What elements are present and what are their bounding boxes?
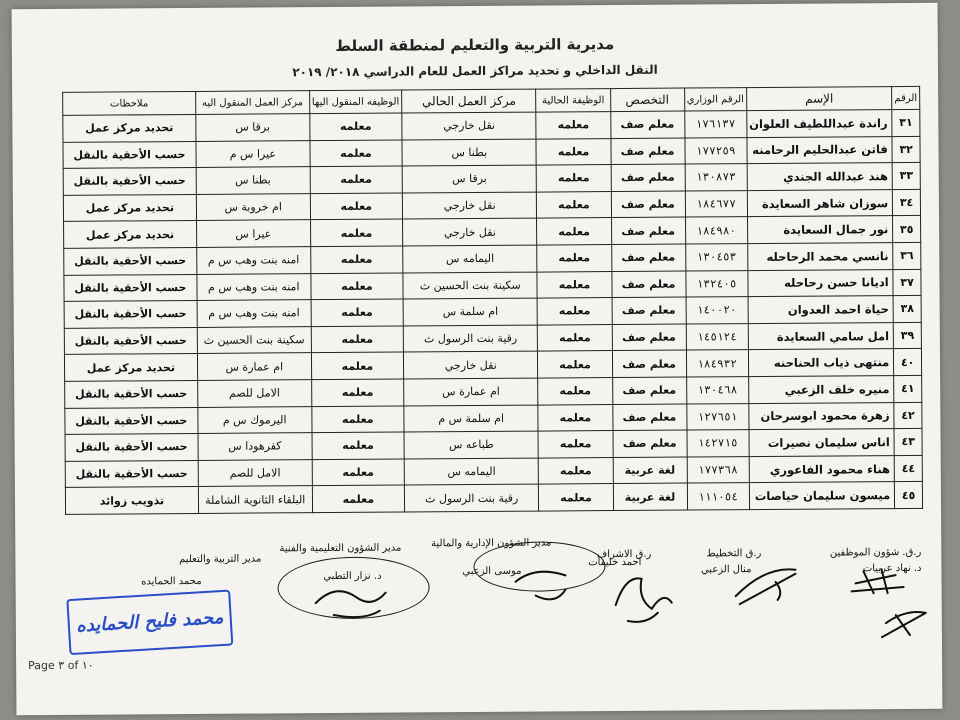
name-planning: منال الزعبي — [700, 564, 752, 576]
signature-mark-3 — [735, 569, 795, 604]
cell-current-job: معلمه — [538, 298, 612, 325]
cell-ministry-number: ١٤٥١٢٤ — [686, 323, 748, 350]
cell-new-job: معلمه — [310, 166, 403, 193]
col-header-new-work-center: مركز العمل المنقول اليه — [195, 91, 309, 115]
cell-current-job: معلمه — [537, 191, 611, 218]
cell-name: اناس سليمان نصيرات — [749, 429, 895, 457]
cell-current-work-center: رقية بنت الرسول ث — [404, 484, 539, 512]
cell-new-work-center: بطنا س — [196, 167, 310, 194]
cell-name: حياة احمد العدوان — [748, 296, 894, 324]
cell-new-work-center: عيرا س — [196, 220, 310, 247]
cell-number: ٤٤ — [894, 455, 922, 482]
cell-notes: تذويب زوائد — [65, 487, 198, 515]
cell-new-work-center: كفرهودا س — [198, 433, 312, 460]
cell-current-work-center: ام سلمة س — [403, 298, 538, 326]
cell-notes: حسب الأحقية بالنقل — [65, 434, 198, 462]
cell-number: ٣٣ — [892, 163, 920, 190]
cell-current-work-center: برقا س — [402, 165, 537, 193]
cell-current-job: معلمه — [538, 324, 612, 351]
cell-current-work-center: بطنا س — [402, 139, 537, 167]
col-header-current-work-center: مركز العمل الحالي — [402, 89, 537, 113]
cell-current-work-center: سكينة بنت الحسين ث — [403, 272, 538, 300]
cell-new-work-center: برقا س — [196, 114, 310, 141]
signature-mark-2 — [882, 612, 926, 637]
cell-specialty: معلم صف — [611, 217, 685, 244]
cell-new-job: معلمه — [310, 140, 403, 167]
cell-notes: حسب الأحقية بالنقل — [64, 327, 197, 355]
cell-new-work-center: ام خروبة س — [196, 193, 310, 220]
cell-specialty: معلم صف — [612, 377, 686, 404]
cell-ministry-number: ١٨٤٩٨٠ — [685, 217, 747, 244]
cell-name: هند عبدالله الجندي — [747, 163, 893, 191]
cell-new-work-center: عيرا س م — [196, 140, 310, 167]
cell-notes: حسب الأحقية بالنقل — [63, 141, 196, 169]
cell-name: نور جمال السعايدة — [747, 216, 893, 244]
role-hr: ر.ق. شؤون الموظفين — [829, 546, 922, 559]
official-stamp: محمد فليح الحمايده — [66, 589, 233, 655]
cell-new-work-center: ام عمارة س — [197, 353, 311, 380]
document-sheet — [12, 3, 943, 715]
cell-ministry-number: ١٨٤٩٣٢ — [686, 350, 748, 377]
cell-ministry-number: ١٢٧٦٥١ — [686, 403, 748, 430]
cell-current-work-center: نقل خارجي — [402, 112, 537, 140]
cell-name: فاتن عبدالحليم الرحامنه — [747, 136, 893, 164]
cell-specialty: معلم صف — [611, 191, 685, 218]
page-number: Page ٣ of ١٠ — [28, 658, 94, 673]
cell-current-job: معلمه — [537, 165, 611, 192]
role-planning: ر.ق التخطيط — [706, 548, 762, 560]
cell-new-job: معلمه — [310, 219, 403, 246]
role-supervision: ر.ق الاشراف — [596, 548, 652, 561]
cell-name: هناء محمود الفاعوري — [749, 455, 895, 483]
cell-new-job: معلمه — [310, 246, 403, 273]
cell-new-work-center: الامل للصم — [198, 459, 312, 486]
cell-new-job: معلمه — [311, 379, 404, 406]
cell-specialty: معلم صف — [611, 164, 685, 191]
cell-current-work-center: نقل خارجي — [404, 351, 539, 379]
cell-new-job: معلمه — [312, 459, 405, 486]
cell-number: ٣٢ — [892, 136, 920, 163]
cell-current-job: معلمه — [538, 404, 612, 431]
cell-new-work-center: البلقاء الثانوية الشاملة — [198, 486, 312, 513]
name-general-director: محمد الحمايده — [141, 575, 202, 588]
cell-current-job: معلمه — [537, 245, 611, 272]
cell-new-job: معلمه — [311, 299, 404, 326]
cell-number: ٣٦ — [893, 242, 921, 269]
cell-new-job: معلمه — [309, 113, 402, 140]
cell-new-job: معلمه — [312, 485, 405, 512]
cell-specialty: معلم صف — [610, 111, 684, 138]
col-header-name: الإسم — [746, 87, 892, 111]
cell-notes: حسب الأحقية بالنقل — [64, 301, 197, 329]
cell-number: ٣٤ — [893, 189, 921, 216]
name-education-director: د. نزار التطبي — [323, 570, 382, 583]
cell-new-job: معلمه — [311, 326, 404, 353]
cell-current-work-center: اليمامه س — [404, 458, 539, 486]
cell-name: اديانا حسن رحاحله — [748, 269, 894, 297]
cell-ministry-number: ١٧٧٣٦٨ — [687, 456, 749, 483]
cell-specialty: لغة عربية — [613, 483, 687, 510]
signature-mark-6 — [316, 591, 386, 618]
role-general-director: مدير التربية والتعليم — [179, 553, 262, 566]
cell-number: ٣٧ — [893, 269, 921, 296]
cell-number: ٣١ — [892, 109, 920, 136]
cell-notes: حسب الأحقية بالنقل — [65, 460, 198, 488]
cell-specialty: معلم صف — [611, 271, 685, 298]
cell-current-job: معلمه — [536, 112, 610, 139]
cell-new-job: معلمه — [311, 352, 404, 379]
signature-mark-1 — [851, 569, 903, 593]
cell-notes: حسب الأحقية بالنقل — [65, 380, 198, 408]
cell-ministry-number: ١٨٤٦٧٧ — [685, 190, 747, 217]
cell-name: منتهى ذياب الحناحنه — [748, 349, 894, 377]
cell-number: ٣٨ — [893, 296, 921, 323]
cell-notes: تحديد مركز عمل — [64, 221, 197, 249]
cell-current-job: معلمه — [539, 484, 613, 511]
cell-number: ٣٩ — [893, 322, 921, 349]
cell-new-work-center: امنه بنت وهب س م — [197, 300, 311, 327]
cell-specialty: معلم صف — [611, 244, 685, 271]
cell-current-job: معلمه — [538, 377, 612, 404]
cell-ministry-number: ١٤٢٧١٥ — [687, 430, 749, 457]
cell-current-job: معلمه — [539, 457, 613, 484]
cell-specialty: معلم صف — [612, 404, 686, 431]
col-header-number: الرقم — [892, 86, 920, 109]
cell-specialty: معلم صف — [613, 430, 687, 457]
cell-ministry-number: ١٣٢٤٠٥ — [685, 270, 747, 297]
col-header-current-job: الوظيفة الحالية — [536, 89, 610, 113]
cell-current-work-center: ام عمارة س — [404, 378, 539, 406]
document-title: مديرية التربية والتعليم لمنطقة السلط — [335, 35, 615, 55]
document-subtitle: النقل الداخلي و تحديد مراكز العمل للعام الدراسي ٢٠١٨/ ٢٠١٩ — [292, 62, 658, 80]
cell-ministry-number: ١٣٠٨٧٣ — [685, 164, 747, 191]
cell-current-work-center: نقل خارجي — [403, 218, 538, 246]
cell-name: زهرة محمود ابوسرحان — [749, 402, 895, 430]
cell-number: ٤٢ — [894, 402, 922, 429]
cell-notes: حسب الأحقية بالنقل — [65, 407, 198, 435]
cell-current-work-center: نقل خارجي — [402, 192, 537, 220]
cell-new-job: معلمه — [312, 406, 405, 433]
col-header-new-job: الوظيفه المنقول اليها — [309, 90, 402, 114]
cell-number: ٤٣ — [894, 429, 922, 456]
cell-name: راندة عبداللطيف العلوان — [747, 110, 893, 138]
cell-ministry-number: ١٧٦١٣٧ — [684, 111, 746, 138]
cell-notes: حسب الأحقية بالنقل — [64, 274, 197, 302]
cell-number: ٤١ — [894, 375, 922, 402]
signature-mark-4 — [616, 578, 672, 622]
cell-notes: تحديد مركز عمل — [63, 194, 196, 222]
signature-mark-5 — [515, 572, 565, 600]
cell-specialty: معلم صف — [612, 324, 686, 351]
role-admin-finance-director: مدير الشؤون الإدارية والمالية — [431, 537, 552, 550]
cell-specialty: معلم صف — [611, 138, 685, 165]
cell-current-job: معلمه — [538, 351, 612, 378]
cell-current-work-center: اليمامه س — [403, 245, 538, 273]
cell-new-work-center: سكينة بنت الحسين ث — [197, 326, 311, 353]
name-supervision: احمد خليفات — [588, 556, 642, 569]
cell-new-job: معلمه — [311, 273, 404, 300]
cell-notes: حسب الأحقية بالنقل — [63, 168, 196, 196]
cell-specialty: معلم صف — [612, 297, 686, 324]
cell-current-work-center: رقية بنت الرسول ث — [403, 325, 538, 353]
cell-current-job: معلمه — [536, 138, 610, 165]
role-education-director: مدير الشؤون التعليمية والفنية — [279, 542, 402, 555]
cell-ministry-number: ١٣٠٤٦٨ — [686, 377, 748, 404]
cell-number: ٤٠ — [894, 349, 922, 376]
cell-specialty: معلم صف — [612, 350, 686, 377]
cell-current-job: معلمه — [537, 271, 611, 298]
cell-number: ٤٥ — [895, 482, 923, 509]
cell-new-job: معلمه — [310, 193, 403, 220]
cell-new-work-center: الامل للصم — [197, 380, 311, 407]
cell-new-job: معلمه — [312, 432, 405, 459]
cell-new-work-center: اليرموك س م — [198, 406, 312, 433]
cell-new-work-center: امنه بنت وهب س م — [197, 247, 311, 274]
cell-name: ميسون سليمان حياصات — [749, 482, 895, 510]
cell-current-job: معلمه — [537, 218, 611, 245]
cell-current-work-center: طباعه س — [404, 431, 539, 459]
cell-notes: حسب الأحقية بالنقل — [64, 247, 197, 275]
col-header-notes: ملاحظات — [63, 91, 196, 115]
cell-name: نانسي محمد الرحاحله — [747, 243, 893, 271]
cell-ministry-number: ١٤٠٠٢٠ — [686, 297, 748, 324]
cell-current-work-center: ام سلمة س م — [404, 405, 539, 433]
name-admin-finance-director: موسى الزعبي — [462, 565, 522, 578]
cell-ministry-number: ١٣٠٤٥٣ — [685, 244, 747, 271]
cell-notes: تحديد مركز عمل — [64, 354, 197, 382]
cell-number: ٣٥ — [893, 216, 921, 243]
cell-ministry-number: ١٧٧٢٥٩ — [684, 137, 746, 164]
cell-notes: تحديد مركز عمل — [63, 114, 196, 142]
cell-current-job: معلمه — [538, 431, 612, 458]
cell-specialty: لغة عربية — [613, 457, 687, 484]
name-hr: د. نهاد عربيات — [862, 562, 922, 575]
cell-new-work-center: امنه بنت وهب س م — [197, 273, 311, 300]
col-header-ministry-number: الرقم الوزاري — [684, 88, 746, 111]
cell-ministry-number: ١١١٠٥٤ — [687, 483, 749, 510]
cell-name: سوزان شاهر السعايدة — [747, 189, 893, 217]
col-header-specialty: التخصص — [610, 88, 684, 112]
cell-name: منيره خلف الزعبي — [748, 376, 894, 404]
cell-name: امل سامي السعايدة — [748, 322, 894, 350]
